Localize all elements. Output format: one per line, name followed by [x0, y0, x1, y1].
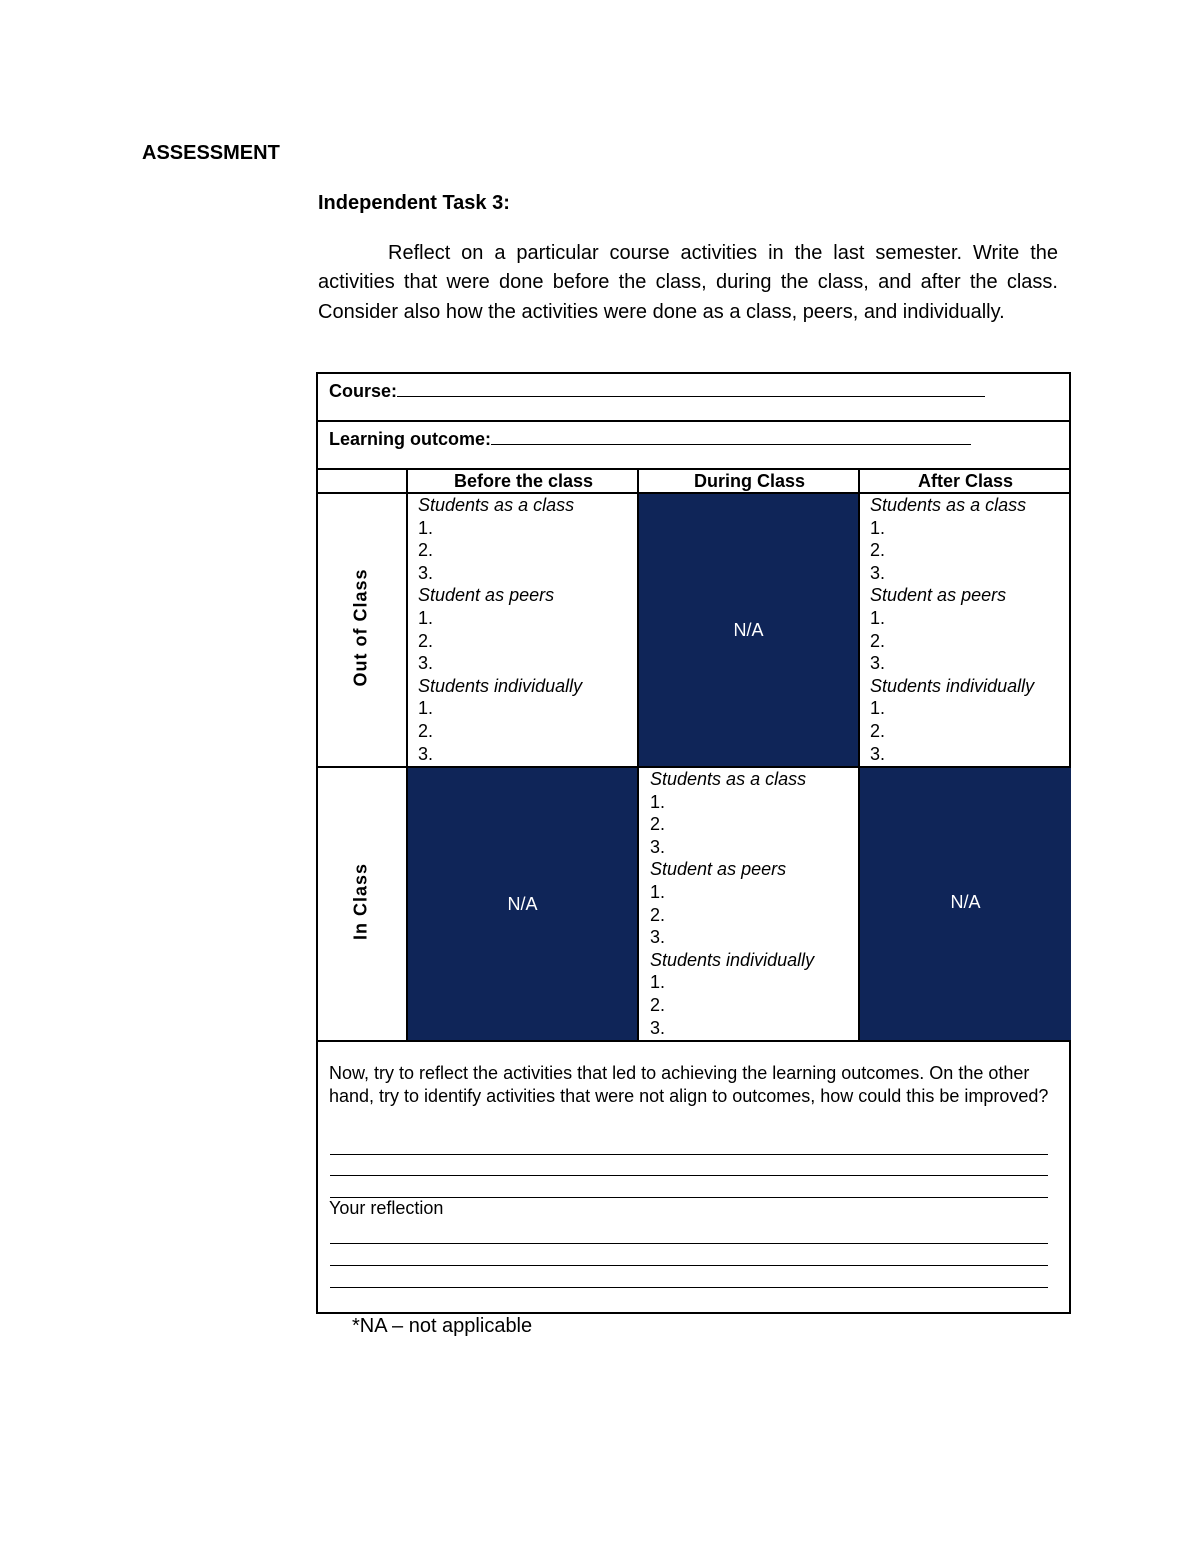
item-number: 1. — [418, 517, 434, 538]
course-field[interactable] — [329, 378, 985, 402]
footnote: *NA – not applicable — [352, 1315, 533, 1337]
group-label: Students as a class — [418, 495, 575, 515]
task-title: Independent Task 3: — [318, 192, 510, 214]
answer-line[interactable] — [330, 1175, 1048, 1176]
reflection-line[interactable] — [330, 1265, 1048, 1266]
section-heading: ASSESSMENT — [142, 142, 280, 164]
row-divider — [316, 1040, 1071, 1042]
group-label: Student as peers — [870, 585, 1007, 606]
cell-out-after[interactable] — [870, 494, 1034, 765]
answer-line[interactable] — [330, 1154, 1048, 1155]
learning-outcome-blank[interactable] — [491, 426, 971, 445]
cell-out-during-na — [639, 494, 858, 766]
item-number: 3. — [650, 836, 666, 857]
na-label: N/A — [507, 893, 538, 914]
reflection-prompt: Now, try to reflect the activities that led to achieving the learning outcomes. On the other hand, try to identify activities that were not align to outcomes, how could this be improved? — [329, 1063, 1049, 1106]
item-number: 3. — [870, 653, 886, 674]
item-number: 2. — [870, 720, 886, 741]
cell-in-before-na — [408, 768, 637, 1040]
group-label: Student as peers — [650, 859, 787, 880]
na-label: N/A — [950, 892, 981, 912]
item-number: 3. — [650, 1017, 666, 1038]
group-label: Students as a class — [870, 495, 1027, 515]
group-label: Students as a class — [650, 769, 807, 789]
learning-outcome-label: Learning outcome: — [329, 429, 492, 449]
item-number: 2. — [870, 630, 886, 651]
item-number: 2. — [418, 630, 434, 651]
group-label: Students individually — [650, 949, 815, 970]
item-number: 2. — [870, 540, 886, 561]
cell-out-before[interactable] — [418, 494, 582, 765]
learning-outcome-field[interactable] — [329, 426, 971, 450]
col-header-before: Before the class — [453, 471, 594, 491]
cell-in-after-na — [860, 768, 1071, 1040]
row-label-out-of-class: Out of Class — [350, 568, 371, 687]
item-number: 3. — [870, 743, 886, 764]
item-number: 3. — [650, 927, 666, 948]
item-number: 1. — [870, 698, 886, 719]
group-label: Students individually — [418, 675, 583, 696]
item-number: 2. — [650, 994, 666, 1015]
na-label: N/A — [733, 619, 764, 640]
col-header-after: After Class — [917, 471, 1014, 491]
item-number: 2. — [650, 904, 666, 925]
item-number: 1. — [418, 698, 434, 719]
group-label: Students individually — [870, 675, 1035, 696]
item-number: 1. — [650, 791, 666, 812]
course-label: Course: — [329, 381, 398, 401]
course-blank[interactable] — [397, 378, 985, 397]
item-number: 1. — [418, 607, 434, 628]
item-number: 2. — [418, 540, 434, 561]
reflection-line[interactable] — [330, 1243, 1048, 1244]
row-label-in-class: In Class — [350, 862, 371, 941]
item-number: 1. — [870, 517, 886, 538]
item-number: 1. — [650, 881, 666, 902]
item-number: 3. — [870, 562, 886, 583]
item-number: 3. — [418, 562, 434, 583]
col-header-during: During Class — [693, 471, 806, 491]
reflection-form — [316, 372, 1071, 1314]
item-number: 1. — [870, 607, 886, 628]
item-number: 1. — [650, 972, 666, 993]
item-number: 3. — [418, 653, 434, 674]
item-number: 2. — [650, 814, 666, 835]
item-number: 2. — [418, 720, 434, 741]
item-number: 3. — [418, 743, 434, 764]
reflection-line[interactable] — [330, 1287, 1048, 1288]
row-divider — [316, 420, 1071, 422]
group-label: Student as peers — [418, 585, 555, 606]
cell-in-during[interactable] — [650, 768, 814, 1039]
task-instructions: Reflect on a particular course activities in the last semester. Write the activities that were done before the class, during the class, and after the class. Consider also how the activities were done as a class, peers, and individually. — [318, 242, 1058, 323]
reflection-label: Your reflection — [329, 1198, 444, 1218]
